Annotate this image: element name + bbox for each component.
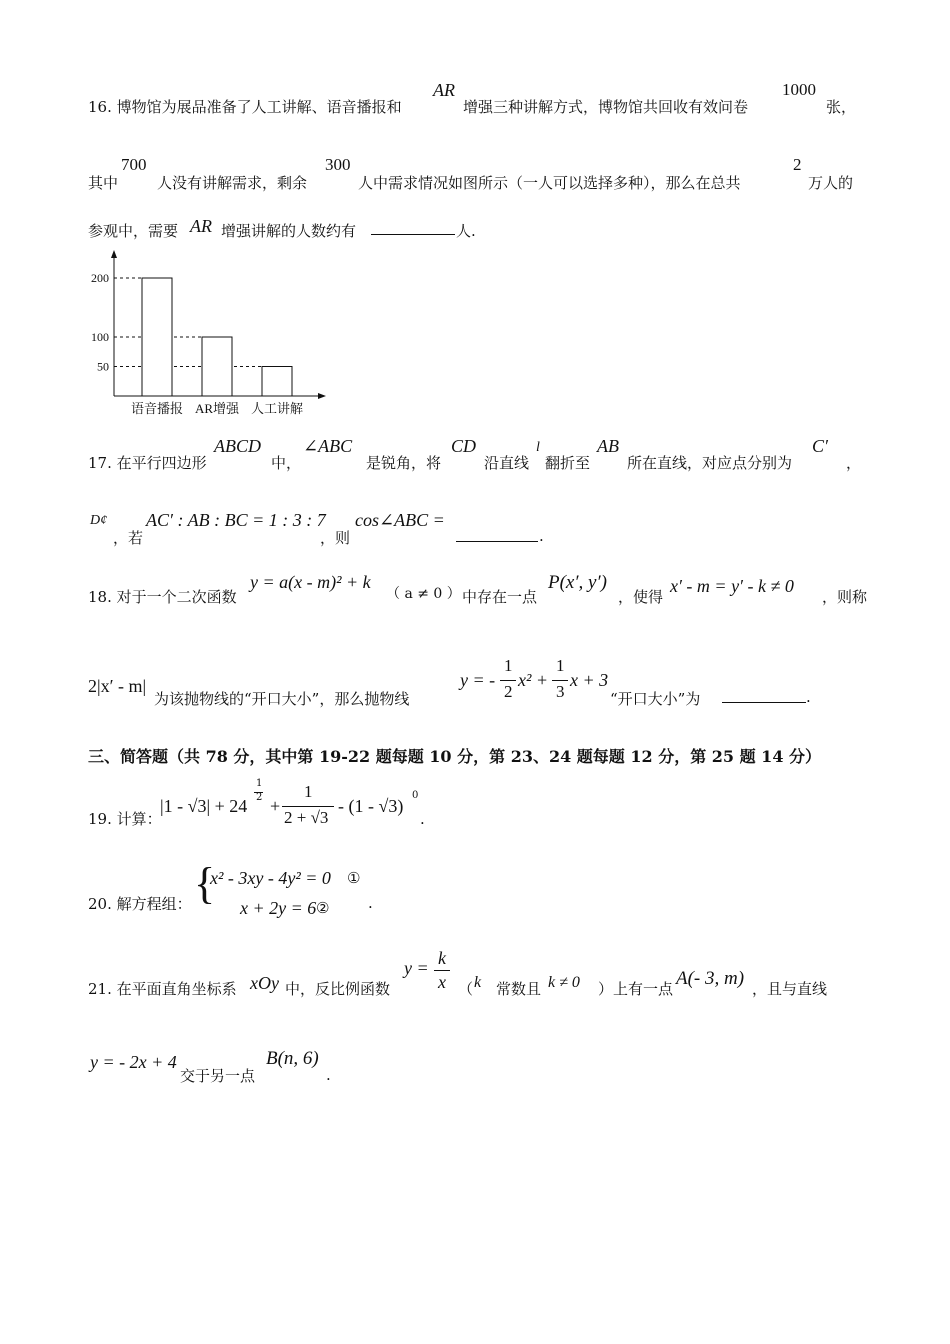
q18-text-e: 为该抛物线的“开口大小”，那么抛物线 bbox=[154, 690, 410, 708]
x-tick-label: AR增强 bbox=[194, 401, 240, 416]
q18-parabola-x: x + 3 bbox=[570, 670, 609, 690]
q19-exp-den: 2 bbox=[256, 792, 263, 803]
q20-circled-2: ② bbox=[316, 899, 330, 917]
q18-text-a: 18. 对于一个二次函数 bbox=[88, 588, 237, 606]
q18-frac1-num: 1 bbox=[504, 656, 513, 675]
q16-text-line2a: 其中 bbox=[88, 174, 119, 192]
q16-text-line1b: 增强三种讲解方式，博物馆共回收有效问卷 bbox=[463, 98, 749, 116]
q18-abs-expr: 2|x′ - m| bbox=[88, 676, 147, 696]
q18-condition: （ a ≠ 0 ） bbox=[386, 586, 461, 602]
q17-text-c: 是锐角，将 bbox=[366, 454, 442, 472]
q18-frac1-bar bbox=[500, 680, 516, 681]
q17-text-g: ，若 bbox=[113, 529, 144, 547]
q16-text-line2d: 万人的 bbox=[808, 174, 854, 192]
q18-frac1-den: 2 bbox=[504, 682, 513, 701]
q16-ar-2: AR bbox=[190, 216, 212, 236]
y-tick-label: 50 bbox=[97, 359, 109, 374]
q17-cd: CD bbox=[451, 436, 477, 456]
q21-k-ne-zero: k ≠ 0 bbox=[548, 974, 580, 991]
q17-line-l: l bbox=[536, 440, 540, 455]
q20-equation-2: x + 2y = 6 bbox=[240, 898, 317, 918]
q19-exp-num: 1 bbox=[256, 778, 263, 789]
x-tick-label: 人工讲解 bbox=[250, 401, 304, 416]
q18-end: . bbox=[806, 688, 811, 706]
q21-text-a: 21. 在平面直角坐标系 bbox=[88, 980, 237, 998]
q18-parabola-y: y = - bbox=[460, 670, 496, 690]
q21-text-e: ）上有一点 bbox=[598, 980, 674, 998]
q18-frac2-num: 1 bbox=[556, 656, 565, 675]
q19-end: . bbox=[420, 810, 425, 828]
q19-frac-num: 1 bbox=[304, 782, 313, 801]
q21-text-b: 中，反比例函数 bbox=[285, 980, 391, 998]
q16-text-line1a: 16. 博物馆为展品准备了人工讲解、语音播报和 bbox=[88, 98, 402, 116]
q18-equation: x′ - m = y′ - k ≠ 0 bbox=[670, 576, 794, 596]
q16-ar-1: AR bbox=[433, 80, 455, 100]
q18-parabola-x2: x² + bbox=[518, 670, 549, 690]
q17-comma: ， bbox=[846, 454, 862, 472]
q19-expression bbox=[160, 778, 430, 834]
q17-d-prime: D¢ bbox=[90, 513, 108, 528]
q17-cos: cos∠ABC = bbox=[355, 510, 445, 530]
y-tick-label: 200 bbox=[91, 271, 109, 285]
q17-abcd: ABCD bbox=[214, 436, 261, 456]
q20-brace: { bbox=[194, 859, 216, 908]
q18-point: P(x′, y′) bbox=[548, 572, 607, 593]
q19-plus: + bbox=[270, 796, 281, 816]
q16-text-line3c: 人. bbox=[456, 222, 476, 240]
q17-text-d: 沿直线 bbox=[484, 454, 530, 472]
q20-circled-1: ① bbox=[347, 869, 361, 887]
q16-count-300: 300 bbox=[325, 155, 351, 174]
x-axis-arrow bbox=[318, 393, 326, 399]
q17-ratio: AC′ : AB : BC = 1 : 3 : 7 bbox=[146, 510, 326, 530]
q17-text-e: 翻折至 bbox=[545, 454, 591, 472]
q16-count-1000: 1000 bbox=[782, 80, 816, 99]
bar-0 bbox=[142, 278, 172, 396]
q16-count-2: 2 bbox=[793, 155, 802, 174]
q21-line: y = - 2x + 4 bbox=[90, 1052, 177, 1072]
q17-text-a: 17. 在平行四边形 bbox=[88, 454, 207, 472]
q19-label: 19. 计算： bbox=[88, 810, 162, 828]
q18-parabola bbox=[460, 656, 608, 706]
section-3-heading: 三、简答题（共 78 分，其中第 19-22 题每题 10 分，第 23、24 题每题 12 分，第 25 题 14 分） bbox=[88, 747, 822, 766]
q17-angle: ∠ABC bbox=[303, 436, 353, 456]
q21-y-eq: y = bbox=[404, 958, 429, 978]
y-axis-arrow bbox=[111, 250, 117, 258]
q17-ab: AB bbox=[597, 436, 619, 456]
q18-answer-blank[interactable] bbox=[722, 688, 806, 707]
y-tick-label: 100 bbox=[91, 330, 109, 344]
q21-text-d: 常数且 bbox=[496, 980, 542, 998]
q16-count-700: 700 bbox=[121, 155, 147, 174]
q21-frac-k: k bbox=[438, 948, 446, 968]
q16-text-line2c: 人中需求情况如图所示（一人可以选择多种），那么在总共 bbox=[358, 174, 741, 192]
q19-part1: |1 - √3| + 24 bbox=[160, 796, 248, 816]
q16-bar-chart bbox=[80, 248, 340, 428]
q20-end: . bbox=[368, 894, 373, 912]
bar-1 bbox=[202, 337, 232, 396]
q17-c-prime: C′ bbox=[812, 436, 828, 456]
q19-part2: - (1 - √3) bbox=[338, 796, 404, 816]
q18-frac2-bar bbox=[552, 680, 568, 681]
q18-frac2-den: 3 bbox=[556, 682, 565, 701]
q17-text-b: 中， bbox=[271, 454, 302, 472]
q20-equation-1: x² - 3xy - 4y² = 0 bbox=[210, 868, 331, 888]
q17-text-f: 所在直线，对应点分别为 bbox=[627, 454, 793, 472]
q16-text-line3a: 参观中，需要 bbox=[88, 222, 179, 240]
q16-text-line2b: 人没有讲解需求，剩余 bbox=[157, 174, 308, 192]
q21-text-f: ，且与直线 bbox=[752, 980, 828, 998]
q18-text-f: “开口大小”为 bbox=[610, 690, 701, 708]
q18-text-b: 中存在一点 bbox=[462, 588, 538, 606]
x-tick-label: 语音播报 bbox=[130, 401, 184, 416]
q18-text-c: ，使得 bbox=[618, 588, 664, 606]
q21-xoy: xOy bbox=[250, 973, 279, 993]
q21-inverse-function bbox=[404, 948, 456, 998]
q16-text-line1c: 张， bbox=[826, 98, 857, 116]
q21-text-g: 交于另一点 bbox=[180, 1067, 256, 1085]
bar-2 bbox=[262, 367, 292, 397]
q19-frac-den: 2 + √3 bbox=[284, 808, 329, 827]
q18-text-d: ，则称 bbox=[822, 588, 868, 606]
q16-text-line3b: 增强讲解的人数约有 bbox=[221, 222, 357, 240]
q16-answer-blank[interactable] bbox=[371, 220, 455, 239]
q19-frac-bar bbox=[282, 806, 334, 807]
q17-end: . bbox=[539, 527, 544, 545]
q21-point-a: A(- 3, m) bbox=[676, 968, 745, 989]
q21-end: . bbox=[326, 1066, 331, 1084]
q21-frac-x: x bbox=[438, 972, 446, 992]
q21-point-b: B(n, 6) bbox=[266, 1048, 319, 1069]
q21-frac-bar bbox=[434, 970, 450, 971]
q21-text-c: （ bbox=[458, 980, 474, 998]
q19-exp-zero: 0 bbox=[412, 790, 419, 801]
q17-text-h: ，则 bbox=[320, 529, 351, 547]
q18-function: y = a(x - m)² + k bbox=[250, 572, 371, 592]
q17-answer-blank[interactable] bbox=[456, 527, 538, 546]
q20-label: 20. 解方程组： bbox=[88, 895, 192, 913]
q21-k: k bbox=[474, 974, 482, 991]
